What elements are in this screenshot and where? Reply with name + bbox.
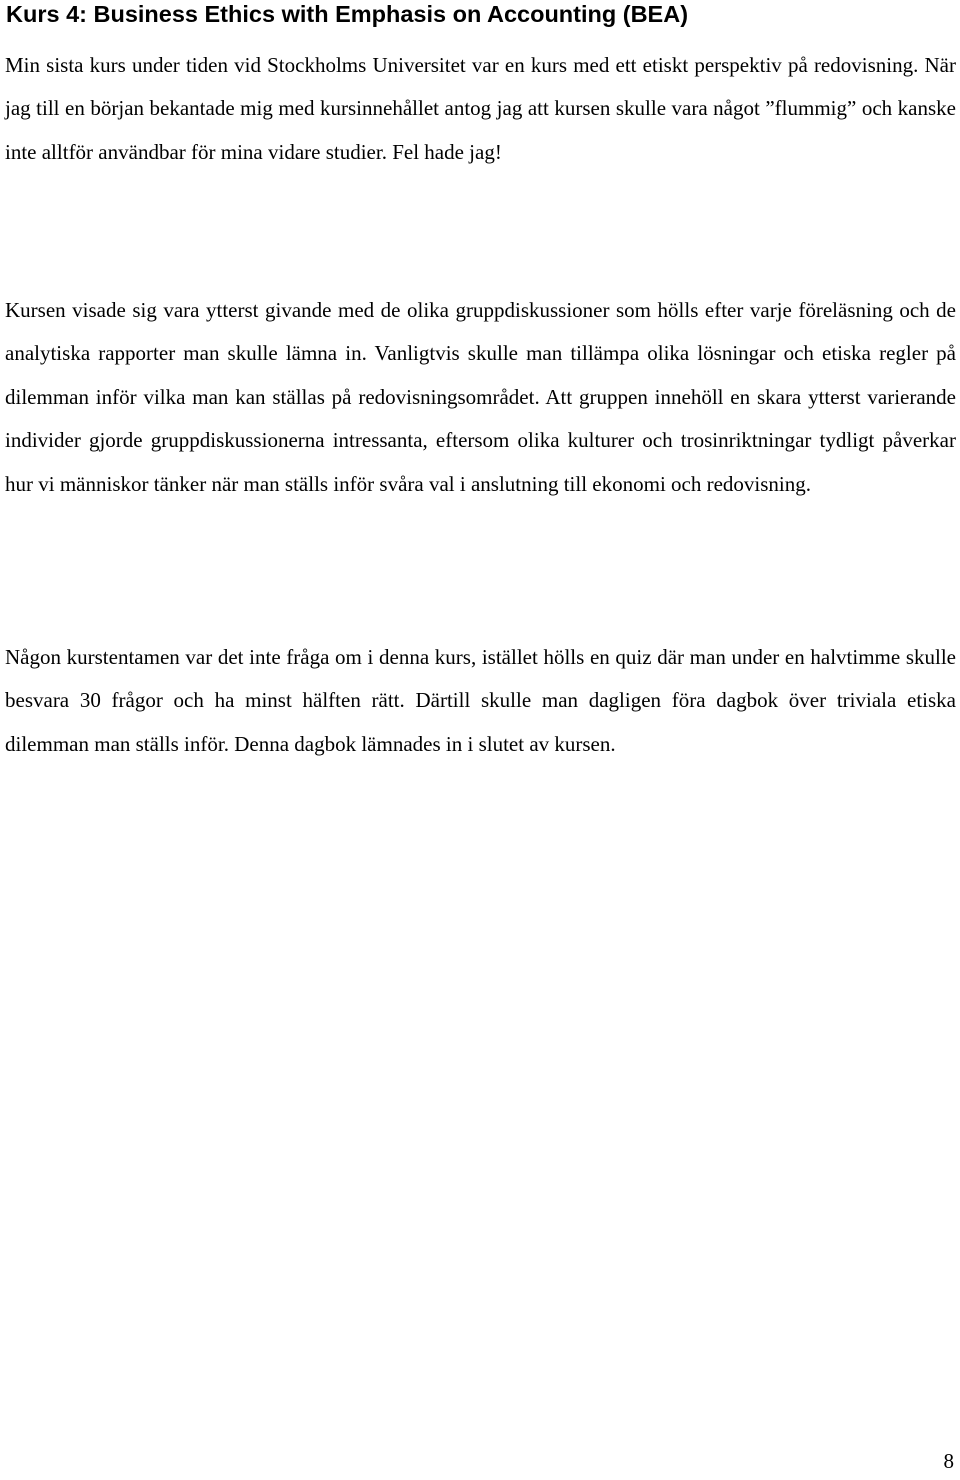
- course-heading: Kurs 4: Business Ethics with Emphasis on Accounting (BEA): [6, 1, 689, 27]
- page-number: 8: [943, 1449, 954, 1473]
- paragraph-intro: Min sista kurs under tiden vid Stockholms Universitet var en kurs med ett etiskt perspektiv på redovisning. När jag till en början bekantade mig med kursinnehållet antog jag att kursen skulle vara något ”flummig” och kanske inte alltför användbar för mina vidare studier. Fel hade jag!: [5, 53, 956, 164]
- paragraph-examination: Någon kurstentamen var det inte fråga om i denna kurs, istället hölls en quiz där man under en halvtimme skulle besvara 30 frågor och ha minst hälften rätt. Därtill skulle man dagligen föra dagbok över triviala etiska dilemman man ställs inför. Denna dagbok lämnades in i slutet av kursen.: [5, 645, 956, 756]
- paragraph-discussions: Kursen visade sig vara ytterst givande med de olika gruppdiskussioner som hölls efter varje föreläsning och de analytiska rapporter man skulle lämna in. Vanligtvis skulle man tillämpa olika lösningar och etiska regler på dilemman inför vilka man kan ställas på redovisningsområdet. Att gruppen innehöll en skara ytterst varierande individer gjorde gruppdiskussionerna intressanta, eftersom olika kulturer och trosinriktningar tydligt påverkar hur vi människor tänker när man ställs inför svåra val i anslutning till ekonomi och redovisning.: [5, 298, 956, 496]
